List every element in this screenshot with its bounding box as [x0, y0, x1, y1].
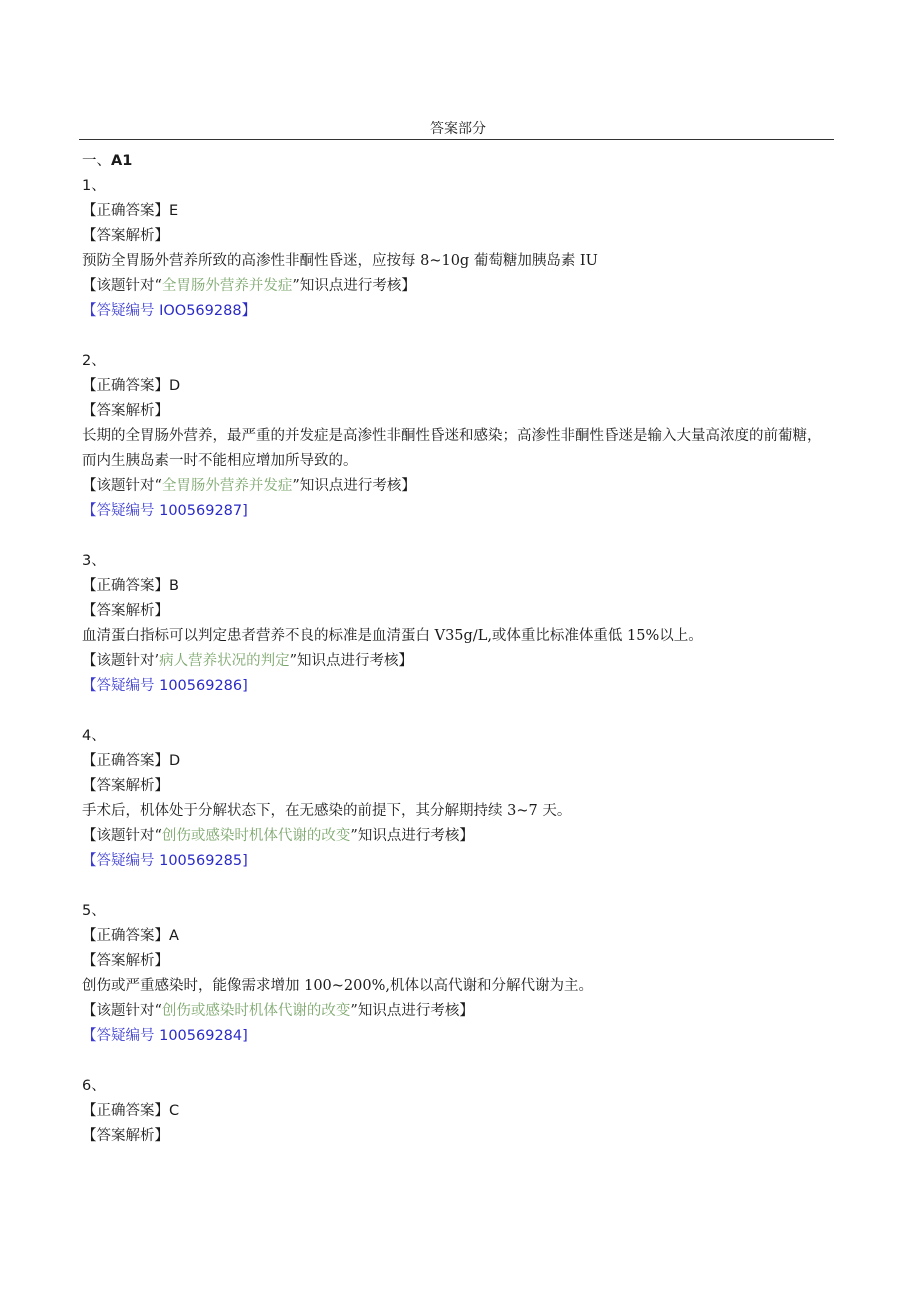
correct-answer-line — [82, 924, 834, 949]
answer-value: D — [169, 753, 181, 769]
question-block-2 — [82, 349, 834, 524]
kp-suffix: ”知识点进行考核】 — [292, 278, 416, 294]
title-divider — [79, 139, 834, 140]
question-block-3 — [82, 549, 834, 699]
knowledge-point-line — [82, 999, 834, 1024]
analysis-label: 【答案解析】 — [82, 953, 169, 969]
question-number: 6、 — [82, 1078, 106, 1094]
kp-prefix: 【该题针对“ — [82, 478, 162, 494]
knowledge-point-link[interactable]: 创伤或感染时机体代谢的改变 — [161, 828, 351, 844]
answer-value: E — [169, 203, 179, 219]
knowledge-point-link[interactable]: 创伤或感染时机体代谢的改变 — [161, 1003, 351, 1019]
question-block-4 — [82, 724, 834, 874]
question-block-1 — [82, 174, 834, 324]
correct-answer-line — [82, 1099, 834, 1124]
qid-prefix: 【答疑编号 — [82, 503, 160, 519]
qid-prefix: 【答疑编号 — [82, 303, 160, 319]
kp-prefix: 【该题针对“ — [82, 1003, 162, 1019]
knowledge-point-link[interactable]: 病人营养状况的判定 — [159, 653, 290, 669]
explanation-text: 创伤或严重感染时，能像需求增加 100~200%,机体以高代谢和分解代谢为主。 — [82, 978, 593, 994]
qid-value: 100569284] — [159, 1028, 248, 1044]
question-number: 4、 — [82, 728, 106, 744]
kp-suffix: ”知识点进行考核】 — [289, 653, 414, 669]
analysis-label: 【答案解析】 — [82, 403, 169, 419]
analysis-label: 【答案解析】 — [82, 603, 169, 619]
section-heading — [82, 149, 834, 174]
analysis-label: 【答案解析】 — [82, 778, 169, 794]
question-id-line — [82, 674, 834, 699]
page-title: 答案部分 — [430, 121, 486, 137]
answer-value: A — [169, 928, 179, 944]
correct-answer-line — [82, 574, 834, 599]
kp-prefix: 【该题针对’ — [82, 653, 160, 669]
qid-prefix: 【答疑编号 — [82, 678, 160, 694]
explanation-text: 血清蛋白指标可以判定患者营养不良的标准是血清蛋白 V35g∕L,或体重比标准体重低 15%以上。 — [82, 628, 703, 644]
answer-label: 【正确答案】 — [82, 378, 169, 394]
section-prefix: 一、 — [82, 153, 111, 169]
question-block-5 — [82, 899, 834, 1049]
explanation-text: 长期的全胃肠外营养，最严重的并发症是高渗性非酮性昏迷和感染；高渗性非酮性昏迷是输入大量高浓度的前葡糖，而内生胰岛素一时不能相应增加所导致的。 — [82, 428, 822, 469]
correct-answer-line — [82, 374, 834, 399]
knowledge-point-line — [82, 824, 834, 849]
qid-value: 100569287] — [159, 503, 248, 519]
qid-value: IOO569288】 — [159, 303, 257, 319]
kp-suffix: ”知识点进行考核】 — [350, 828, 474, 844]
knowledge-point-link[interactable]: 全胃肠外营养并发症 — [161, 278, 293, 294]
kp-suffix: ”知识点进行考核】 — [292, 478, 416, 494]
knowledge-point-line — [82, 474, 834, 499]
question-id-line — [82, 499, 834, 524]
explanation-text: 手术后，机体处于分解状态下，在无感染的前提下，其分解期持续 3~7 天。 — [82, 803, 572, 819]
answer-label: 【正确答案】 — [82, 1103, 169, 1119]
question-block-6 — [82, 1074, 834, 1149]
answer-label: 【正确答案】 — [82, 928, 169, 944]
qid-prefix: 【答疑编号 — [82, 1028, 160, 1044]
answer-label: 【正确答案】 — [82, 203, 169, 219]
explanation-text: 预防全胃肠外营养所致的高渗性非酮性昏迷，应按每 8~10g 葡萄糖加胰岛素 IU — [82, 253, 598, 269]
kp-prefix: 【该题针对“ — [82, 828, 162, 844]
answer-value: C — [169, 1103, 180, 1119]
correct-answer-line — [82, 749, 834, 774]
answer-value: D — [169, 378, 181, 394]
qid-prefix: 【答疑编号 — [82, 853, 160, 869]
kp-suffix: ”知识点进行考核】 — [350, 1003, 474, 1019]
correct-answer-line — [82, 199, 834, 224]
question-number: 5、 — [82, 903, 106, 919]
section-name: A1 — [111, 153, 133, 169]
question-number: 1、 — [82, 178, 106, 194]
analysis-label: 【答案解析】 — [82, 1128, 169, 1144]
knowledge-point-line — [82, 274, 834, 299]
question-number: 3、 — [82, 553, 106, 569]
kp-prefix: 【该题针对“ — [82, 278, 162, 294]
qid-value: 100569286] — [159, 678, 248, 694]
answer-label: 【正确答案】 — [82, 753, 169, 769]
question-id-line — [82, 849, 834, 874]
qid-value: 100569285] — [159, 853, 248, 869]
knowledge-point-line — [82, 649, 834, 674]
question-number: 2、 — [82, 353, 106, 369]
question-id-line — [82, 299, 834, 324]
answer-content — [82, 149, 834, 1149]
knowledge-point-link[interactable]: 全胃肠外营养并发症 — [161, 478, 293, 494]
question-id-line — [82, 1024, 834, 1049]
answer-value: B — [169, 578, 179, 594]
analysis-label: 【答案解析】 — [82, 228, 169, 244]
answer-label: 【正确答案】 — [82, 578, 169, 594]
